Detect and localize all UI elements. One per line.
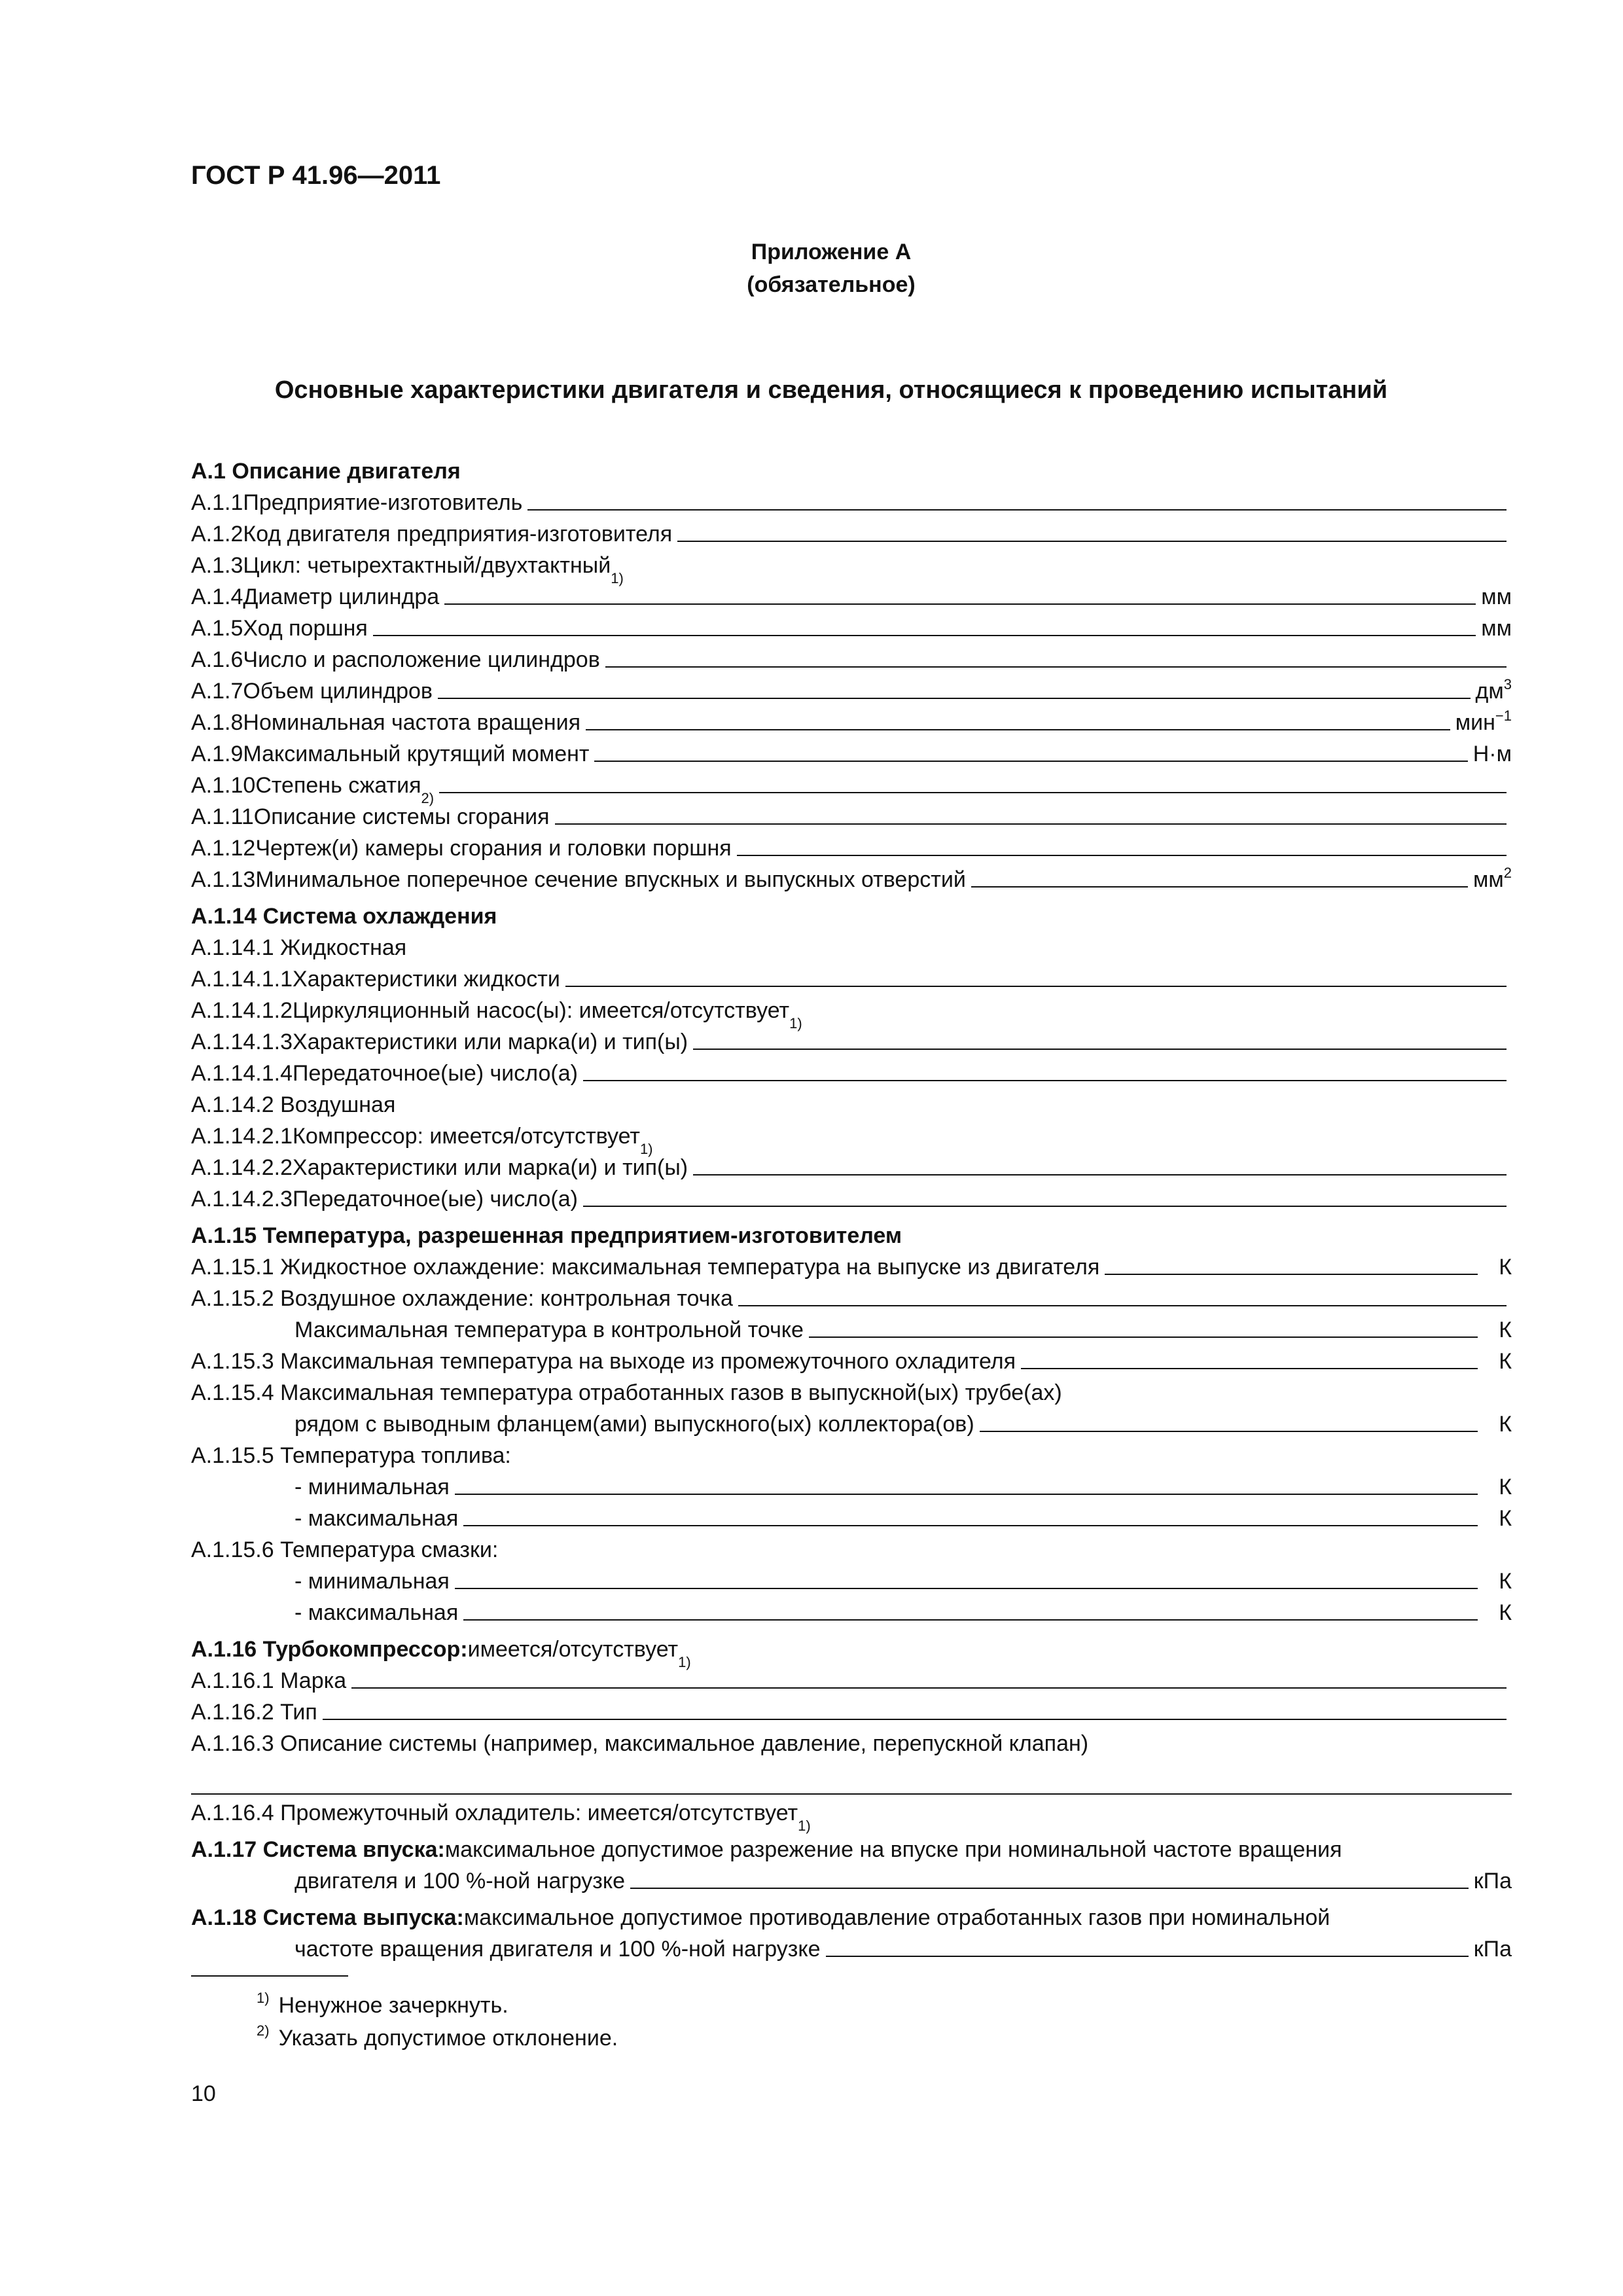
blank-field[interactable]	[463, 1619, 1478, 1621]
form-row-oil-min: - минимальная К	[294, 1569, 1512, 1594]
blank-field[interactable]	[439, 792, 1507, 793]
blank-field[interactable]	[809, 1336, 1478, 1338]
cooling-liquid: А.1.14.1 Жидкостная	[191, 935, 407, 960]
form-row-temp-4b: рядом с выводным фланцем(ами) выпускного(ых) коллектора(ов) К	[294, 1412, 1512, 1437]
intake-heading: А.1.17 Система впуска: максимальное допустимое разрежение на впуске при номинальной частоте вращения	[191, 1837, 1342, 1862]
exhaust-heading: А.1.18 Система выпуска: максимальное допустимое противодавление отработанных газов при номинальной	[191, 1905, 1330, 1930]
form-row-oil-max: - максимальная К	[294, 1600, 1512, 1625]
blank-field[interactable]	[630, 1888, 1469, 1889]
form-row-cooling-air-2: А.1.14.2.2 Характеристики или марка(и) и тип(ы)	[191, 1149, 1512, 1181]
form-row-cooling-liquid-3: А.1.14.1.3 Характеристики или марка(и) и тип(ы)	[191, 1024, 1512, 1055]
appendix-heading	[0, 236, 1623, 301]
blank-field[interactable]	[583, 1080, 1507, 1081]
form-row-temp-1: А.1.15.1 Жидкостное охлаждение: максимальная температура на выпуске из двигателя К	[191, 1255, 1512, 1280]
appendix-status: (обязательное)	[747, 272, 916, 297]
form-row-turbo-brand: А.1.16.1 Марка	[191, 1662, 1512, 1694]
blank-field[interactable]	[737, 855, 1507, 856]
form-row-temp-4: А.1.15.4 Максимальная температура отработанных газов в выпускной(ых) трубе(ах)	[191, 1380, 1062, 1405]
form-row-a1-7: А.1.7 Объем цилиндров $дм^3$	[191, 676, 1512, 704]
form-row-a1-11: А.1.11 Описание системы сгорания	[191, 798, 1512, 830]
form-row-temp-6: А.1.15.6 Температура смазки:	[191, 1537, 499, 1562]
blank-field[interactable]	[738, 1305, 1507, 1306]
form-row-cooling-liquid-4: А.1.14.1.4 Передаточное(ые) число(а)	[191, 1055, 1512, 1086]
form-row-temp-2: А.1.15.2 Воздушное охлаждение: контрольная точка	[191, 1280, 1512, 1312]
form-row-intercooler: А.1.16.4 Промежуточный охладитель: имеется/отсутствует 1)	[191, 1801, 811, 1834]
blank-field[interactable]	[565, 986, 1507, 987]
form-row-a1-10: А.1.10 Степень сжатия 2)	[191, 767, 1512, 798]
blank-field[interactable]	[605, 666, 1507, 668]
form-row-a1-5: А.1.5 Ход поршня мм	[191, 616, 1512, 641]
footnotes	[191, 1975, 618, 2051]
blank-field[interactable]	[351, 1687, 1507, 1689]
page-number: 10	[191, 2081, 216, 2106]
form-row-a1-9: А.1.9 Максимальный крутящий момент Н·м	[191, 742, 1512, 766]
blank-field[interactable]	[693, 1174, 1507, 1175]
blank-field[interactable]	[971, 886, 1468, 888]
footnote-2: 2) Указать допустимое отклонение.	[257, 2022, 618, 2051]
form-row-temp-2b: Максимальная температура в контрольной точке К	[294, 1318, 1512, 1342]
blank-field[interactable]	[463, 1525, 1478, 1526]
form-row-a1-4: А.1.4 Диаметр цилиндра мм	[191, 584, 1512, 609]
form-row-a1-13: А.1.13 Минимальное поперечное сечение впускных и выпускных отверстий $мм^2$	[191, 865, 1512, 892]
blank-field[interactable]	[1021, 1368, 1478, 1369]
footnote-divider	[191, 1975, 348, 1977]
form-row-a1-8: А.1.8 Номинальная частота вращения мин$^{-1}$	[191, 708, 1512, 735]
blank-field[interactable]	[455, 1588, 1478, 1589]
blank-field[interactable]	[1105, 1274, 1478, 1275]
blank-field[interactable]	[455, 1494, 1478, 1495]
form-row-cooling-air-1: А.1.14.2.1 Компрессор: имеется/отсутствует 1)	[191, 1124, 653, 1157]
blank-field[interactable]	[323, 1719, 1507, 1720]
form-row-fuel-max: - максимальная К	[294, 1506, 1512, 1531]
form-row-intake: двигателя и 100 %-ной нагрузке кПа	[294, 1869, 1512, 1893]
form-row-a1-2: А.1.2 Код двигателя предприятия-изготовителя	[191, 516, 1512, 547]
cooling-heading: А.1.14 Система охлаждения	[191, 904, 497, 929]
blank-field[interactable]	[594, 761, 1467, 762]
blank-field[interactable]	[191, 1757, 1512, 1795]
blank-field[interactable]	[373, 635, 1476, 636]
form-row-cooling-liquid-2: А.1.14.1.2 Циркуляционный насос(ы): имеется/отсутствует 1)	[191, 998, 802, 1031]
blank-field[interactable]	[527, 509, 1507, 511]
form-row-a1-1: А.1.1 Предприятие-изготовитель	[191, 484, 1512, 516]
form-row-turbo-type: А.1.16.2 Тип	[191, 1694, 1512, 1725]
temperature-heading: А.1.15 Температура, разрешенная предприятием-изготовителем	[191, 1223, 902, 1248]
blank-field[interactable]	[438, 698, 1471, 699]
form-row-temp-5: А.1.15.5 Температура топлива:	[191, 1443, 511, 1468]
form-row-turbo-desc: А.1.16.3 Описание системы (например, максимальное давление, перепускной клапан)	[191, 1731, 1089, 1756]
cooling-air: А.1.14.2 Воздушная	[191, 1092, 396, 1117]
form-row-cooling-air-3: А.1.14.2.3 Передаточное(ые) число(а)	[191, 1181, 1512, 1212]
form-row-a1-6: А.1.6 Число и расположение цилиндров	[191, 641, 1512, 673]
form-row-fuel-min: - минимальная К	[294, 1475, 1512, 1499]
blank-field[interactable]	[826, 1956, 1469, 1957]
form-row-a1-12: А.1.12 Чертеж(и) камеры сгорания и головки поршня	[191, 830, 1512, 861]
blank-field[interactable]	[444, 603, 1476, 605]
form-row-temp-3: А.1.15.3 Максимальная температура на выходе из промежуточного охладителя К	[191, 1349, 1512, 1374]
blank-field[interactable]	[583, 1206, 1507, 1207]
form-content	[191, 445, 1512, 1962]
blank-field[interactable]	[980, 1431, 1478, 1432]
appendix-title: Приложение А	[751, 240, 912, 264]
section-a1-heading: А.1 Описание двигателя	[191, 459, 461, 484]
blank-field[interactable]	[586, 729, 1450, 730]
form-row-exhaust: частоте вращения двигателя и 100 %-ной нагрузке кПа	[294, 1937, 1512, 1962]
form-row-a1-3: А.1.3 Цикл: четырехтактный/двухтактный 1)	[191, 553, 624, 586]
footnote-1: 1) Ненужное зачеркнуть.	[257, 1990, 508, 2018]
document-code: ГОСТ Р 41.96—2011	[191, 161, 441, 190]
main-title: Основные характеристики двигателя и сведения, относящиеся к проведению испытаний	[274, 376, 1388, 404]
blank-field[interactable]	[677, 541, 1507, 542]
blank-field[interactable]	[693, 1049, 1507, 1050]
form-row-cooling-liquid-1: А.1.14.1.1 Характеристики жидкости	[191, 961, 1512, 992]
blank-field[interactable]	[555, 823, 1507, 825]
turbo-heading: А.1.16 Турбокомпрессор: имеется/отсутствует 1)	[191, 1637, 691, 1670]
